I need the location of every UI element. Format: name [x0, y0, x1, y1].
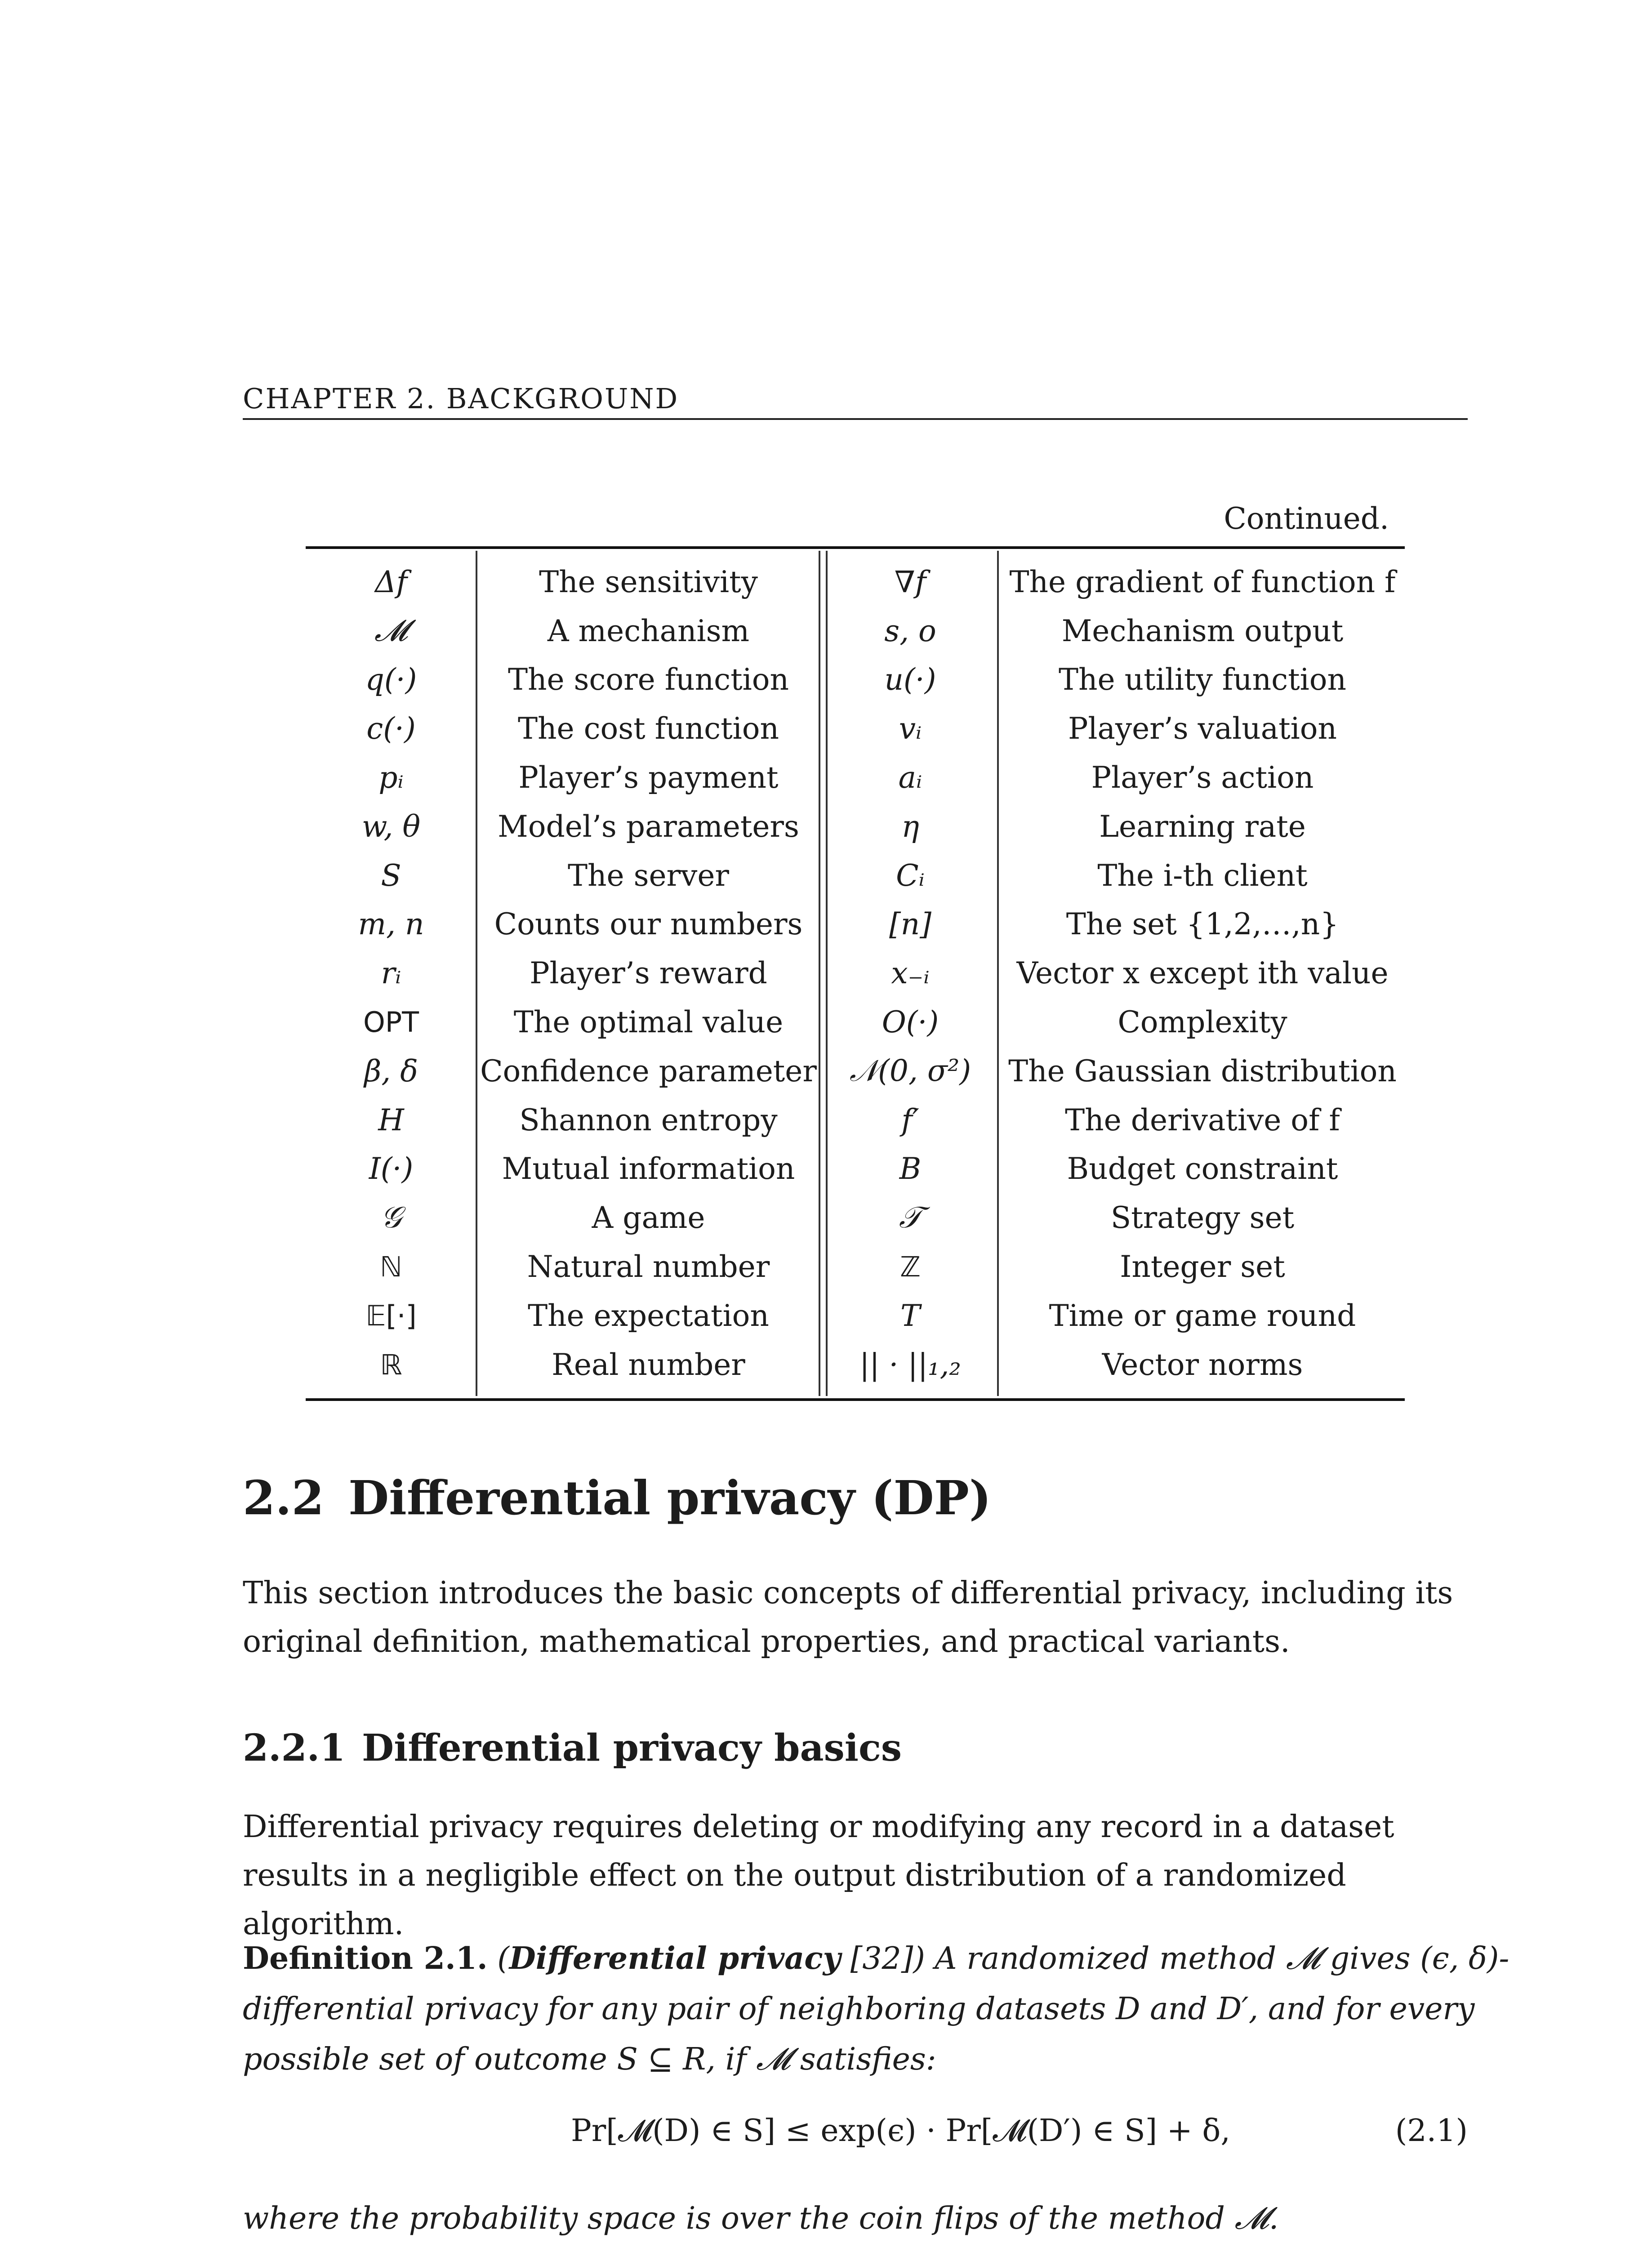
- table-symbol-cell: u(·): [884, 662, 936, 697]
- table-symbol-cell: ℕ: [380, 1250, 402, 1284]
- table-description-cell: A game: [592, 1200, 705, 1236]
- table-symbol-cell: m, n: [358, 907, 424, 942]
- table-description-cell: Mutual information: [502, 1151, 795, 1186]
- definition-body: A randomized method 𝓜 gives (ϵ, δ)-differential privacy for any pair of neighboring datasets D and D′, and for every possible set of outcome S ⊆ R, if 𝓜 satisfies:: [243, 1941, 1510, 2077]
- table-symbol-cell: S: [381, 858, 401, 893]
- table-description-cell: Counts our numbers: [494, 907, 803, 942]
- definition-after-text: where the probability space is over the coin flips of the method 𝓜.: [243, 2201, 1279, 2236]
- table-symbol-cell: 𝔼[·]: [365, 1299, 417, 1332]
- section-intro-paragraph: This section introduces the basic concepts of differential privacy, including its original definition, mathematical properties, and practical variants.: [243, 1575, 1453, 1659]
- definition-block: [243, 1933, 1519, 2085]
- equation: Pr[𝓜(D) ∈ S] ≤ exp(ϵ) · Pr[𝓜(D′) ∈ S] + δ,: [571, 2113, 1230, 2149]
- table-row: [306, 1193, 1405, 1242]
- table-symbol-cell: f′: [901, 1102, 919, 1137]
- table-description-cell: Player’s reward: [530, 956, 767, 991]
- table-description-cell: Confidence parameter: [480, 1053, 817, 1088]
- table-description-cell: Complexity: [1118, 1005, 1287, 1040]
- table-description-cell: Player’s action: [1091, 760, 1314, 795]
- table-row: [306, 998, 1405, 1047]
- definition-citation: [32]): [841, 1941, 925, 1976]
- table-description-cell: Model’s parameters: [498, 809, 799, 844]
- table-description-cell: The utility function: [1059, 662, 1346, 697]
- table-row: [306, 656, 1405, 705]
- table-row: [306, 1096, 1405, 1145]
- table-description-cell: The cost function: [518, 711, 779, 746]
- table-description-cell: Player’s valuation: [1068, 711, 1337, 746]
- table-description-cell: Budget constraint: [1067, 1151, 1338, 1186]
- table-description-cell: Time or game round: [1049, 1298, 1356, 1333]
- table-row: [306, 1047, 1405, 1096]
- table-description-cell: The expectation: [528, 1298, 769, 1333]
- table-row: [306, 1145, 1405, 1194]
- table-row: [306, 851, 1405, 900]
- table-symbol-cell: aᵢ: [898, 760, 922, 795]
- table-symbol-cell: OPT: [363, 1006, 419, 1039]
- table-description-cell: The score function: [508, 662, 789, 697]
- table-symbol-cell: 𝒢: [380, 1200, 402, 1235]
- section-heading: [243, 1470, 991, 1525]
- table-bottom-rule: [306, 1398, 1405, 1401]
- header-rule: [243, 418, 1468, 420]
- table-row: [306, 1340, 1405, 1389]
- table-symbol-cell: Cᵢ: [896, 858, 925, 893]
- table-description-cell: The set {1,2,…,n}: [1066, 907, 1339, 942]
- table-row: [306, 704, 1405, 753]
- table-symbol-cell: 𝒩(0, σ²): [849, 1053, 971, 1088]
- definition-name: Differential privacy: [509, 1940, 841, 1976]
- table-symbol-cell: x₋ᵢ: [891, 956, 930, 991]
- table-row: [306, 1291, 1405, 1340]
- table-row: [306, 558, 1405, 607]
- table-description-cell: The optimal value: [513, 1005, 784, 1040]
- subsection-heading: [243, 1726, 902, 1770]
- table-symbol-cell: H: [378, 1102, 404, 1137]
- table-description-cell: Vector norms: [1102, 1347, 1303, 1382]
- table-description-cell: Shannon entropy: [519, 1102, 778, 1137]
- table-description-cell: Strategy set: [1110, 1200, 1295, 1236]
- table-description-cell: The Gaussian distribution: [1008, 1053, 1397, 1088]
- table-symbol-cell: rᵢ: [381, 956, 401, 991]
- table-symbol-cell: T: [900, 1298, 921, 1333]
- table-continued-label: Continued.: [1224, 501, 1389, 536]
- table-symbol-cell: c(·): [366, 711, 416, 746]
- table-description-cell: Player’s payment: [518, 760, 779, 795]
- section-title: Differential privacy (DP): [348, 1470, 992, 1525]
- table-row: [306, 949, 1405, 998]
- table-symbol-cell: ℤ: [899, 1250, 921, 1284]
- table-description-cell: The server: [568, 858, 729, 893]
- table-description-cell: The derivative of f: [1065, 1102, 1340, 1137]
- table-symbol-cell: I(·): [369, 1151, 414, 1186]
- subsection-intro-paragraph: Differential privacy requires deleting or modifying any record in a dataset results in a negligible effect on the output distribution of a randomized algorithm.: [243, 1809, 1394, 1942]
- table-description-cell: A mechanism: [547, 613, 750, 648]
- table-symbol-cell: vᵢ: [899, 711, 922, 746]
- table-row: [306, 1242, 1405, 1291]
- table-description-cell: Real number: [552, 1347, 745, 1382]
- table-symbol-cell: η: [901, 809, 919, 844]
- table-top-rule: [306, 546, 1405, 549]
- table-row: [306, 802, 1405, 851]
- table-symbol-cell: B: [899, 1151, 922, 1186]
- definition-label: Definition 2.1.: [243, 1940, 488, 1976]
- table-description-cell: Mechanism output: [1061, 613, 1344, 648]
- subsection-number: 2.2.1: [243, 1726, 346, 1770]
- definition-name-open: (: [497, 1941, 509, 1976]
- table-row: [306, 753, 1405, 802]
- table-symbol-cell: β, δ: [364, 1053, 418, 1088]
- table-description-cell: The sensitivity: [539, 564, 758, 599]
- table-description-cell: Vector x except ith value: [1016, 956, 1389, 991]
- table-symbol-cell: 𝓜: [374, 613, 408, 648]
- table-description-cell: The gradient of function f: [1009, 564, 1396, 599]
- table-row: [306, 900, 1405, 949]
- table-symbol-cell: Δf: [374, 564, 408, 599]
- table-symbol-cell: pᵢ: [378, 760, 404, 795]
- table-symbol-cell: 𝒯: [899, 1200, 922, 1235]
- table-symbol-cell: ∇f: [894, 564, 926, 599]
- equation-number: (2.1): [1395, 2113, 1468, 2149]
- table-description-cell: Learning rate: [1099, 809, 1306, 844]
- table-symbol-cell: q(·): [365, 662, 417, 697]
- table-symbol-cell: O(·): [882, 1005, 939, 1040]
- section-number: 2.2: [243, 1470, 324, 1525]
- running-head: CHAPTER 2. BACKGROUND: [243, 382, 679, 415]
- table-description-cell: The i-th client: [1097, 858, 1308, 893]
- table-symbol-cell: || · ||₁,₂: [859, 1347, 961, 1382]
- table-symbol-cell: w, θ: [361, 809, 421, 844]
- subsection-title: Differential privacy basics: [362, 1726, 902, 1770]
- table-description-cell: Natural number: [527, 1249, 770, 1285]
- table-symbol-cell: ℝ: [380, 1348, 402, 1381]
- table-symbol-cell: s, o: [884, 613, 936, 648]
- notation-table: [306, 558, 1405, 1389]
- table-symbol-cell: [n]: [889, 907, 931, 942]
- table-row: [306, 607, 1405, 656]
- table-description-cell: Integer set: [1120, 1249, 1285, 1285]
